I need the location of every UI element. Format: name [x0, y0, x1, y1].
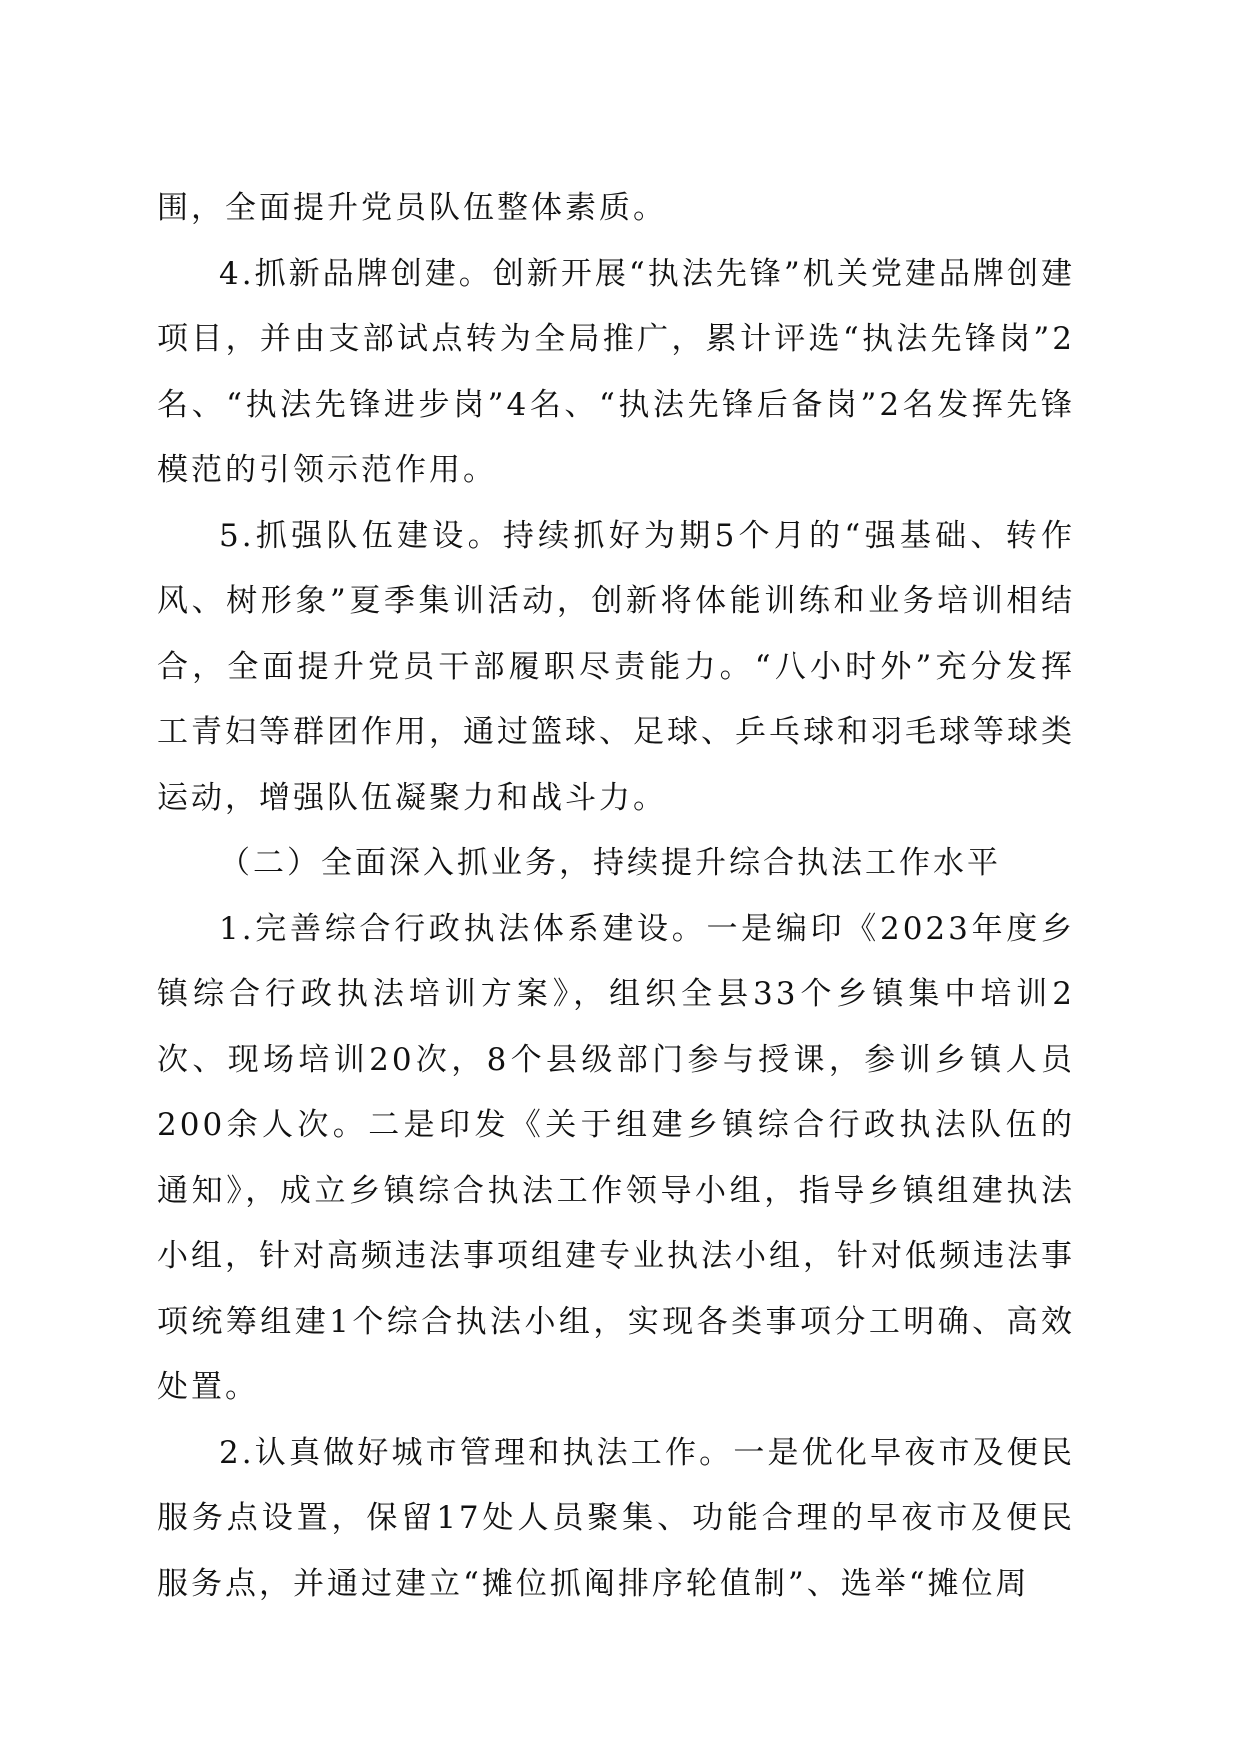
paragraph-continuation: 围，全面提升党员队伍整体素质。 [157, 190, 667, 226]
paragraph-team-building: 5.抓强队伍建设。持续抓好为期5个月的“强基础、转作风、树形象”夏季集训活动，创新将体能训练和业务培训相结合，全面提升党员干部履职尽责能力。“八小时外”充分发挥工青妇等群团作用，通过篮球、足球、乒乓球和羽毛球等球类运动，增强队伍凝聚力和战斗力。 [157, 517, 1075, 816]
document-body [157, 176, 1075, 1617]
paragraph-enforcement-system: 1.完善综合行政执法体系建设。一是编印《2023年度乡镇综合行政执法培训方案》，组织全县33个乡镇集中培训2次、现场培训20次，8个县级部门参与授课，参训乡镇人员200余人次。二是印发《关于组建乡镇综合行政执法队伍的通知》，成立乡镇综合执法工作领导小组，指导乡镇组建执法小组，针对高频违法事项组建专业执法小组，针对低频违法事项统筹组建1个综合执法小组，实现各类事项分工明确、高效处置。 [157, 910, 1075, 1405]
paragraph-city-management: 2.认真做好城市管理和执法工作。一是优化早夜市及便民服务点设置，保留17处人员聚集、功能合理的早夜市及便民服务点，并通过建立“摊位抓阄排序轮值制”、选举“摊位周 [157, 1434, 1075, 1602]
section-heading: （二）全面深入抓业务，持续提升综合执法工作水平 [219, 845, 1001, 881]
paragraph-brand-building: 4.抓新品牌创建。创新开展“执法先锋”机关党建品牌创建项目，并由支部试点转为全局推广，累计评选“执法先锋岗”2名、“执法先锋进步岗”4名、“执法先锋后备岗”2名发挥先锋模范的引领示范作用。 [157, 255, 1075, 488]
